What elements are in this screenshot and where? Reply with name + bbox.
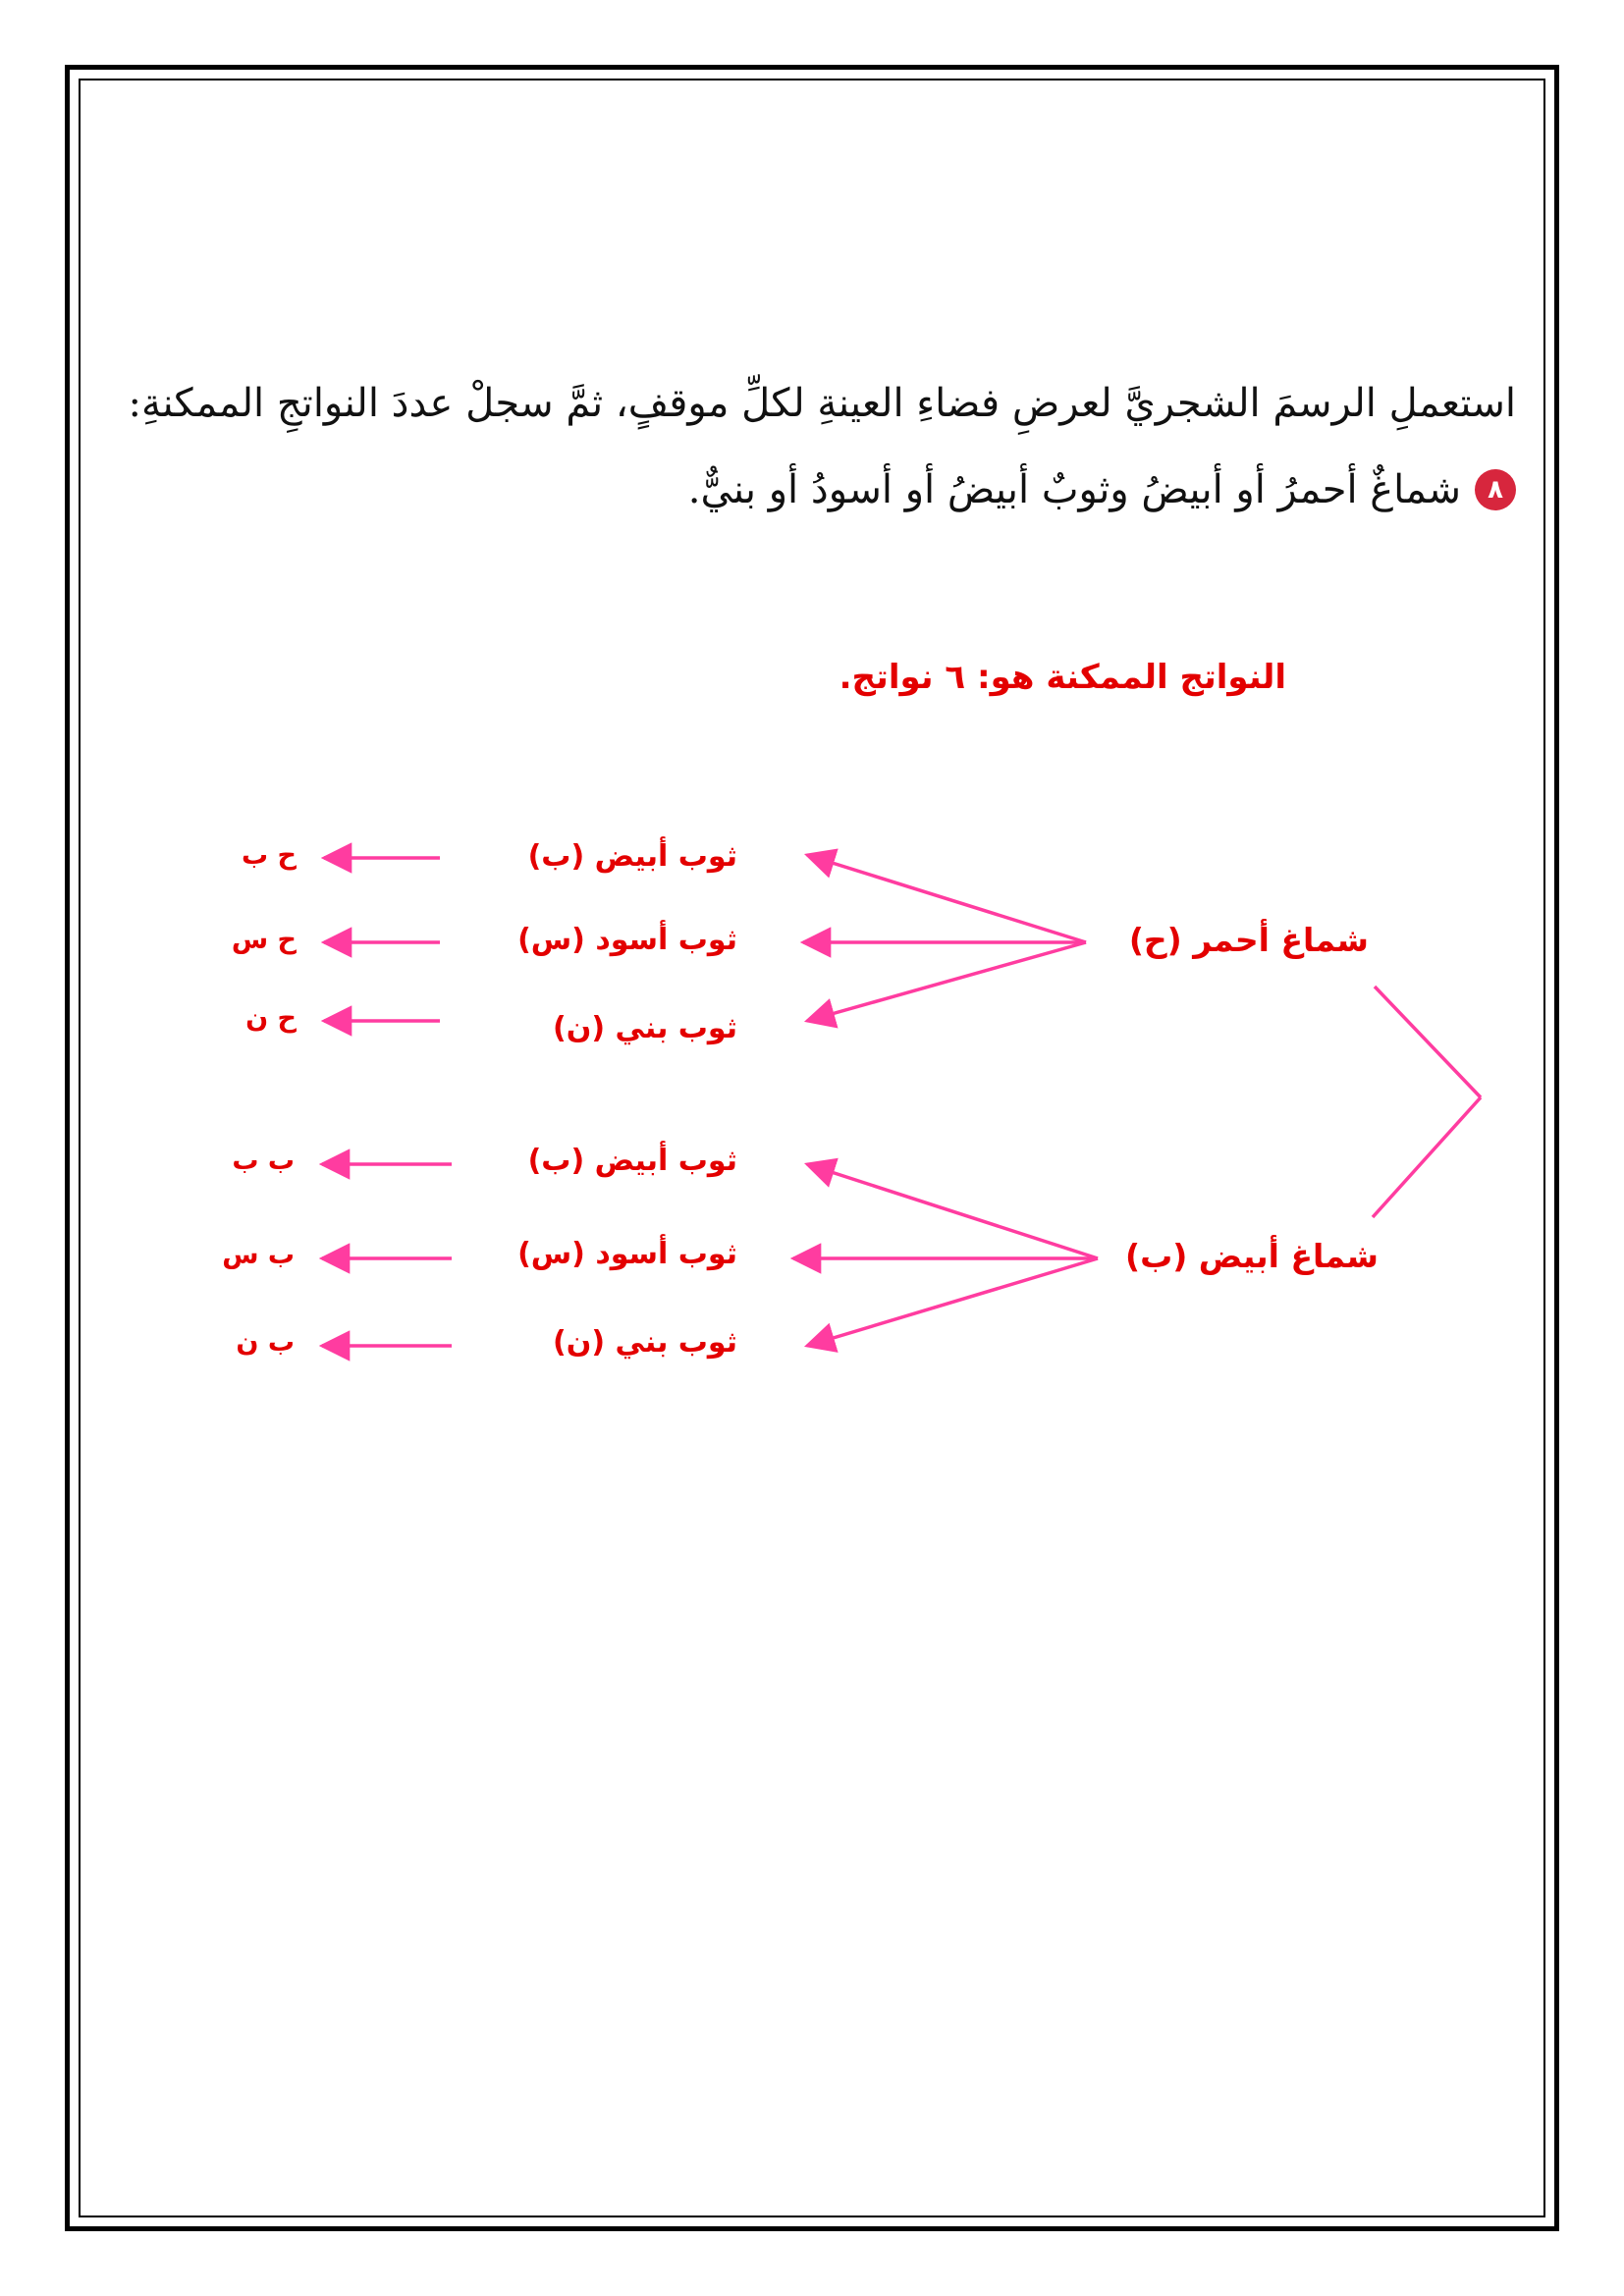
branch-label-1-1: ثوب أبيض (ب) [527,839,737,874]
branch-line-1-1 [807,855,1086,942]
root-connector-bottom [1373,1097,1481,1217]
outcome-label-2-1: ب ب [232,1146,295,1176]
instruction-text: استعملِ الرسمَ الشجريَّ لعرضِ فضاءِ العينةِ لكلِّ موقفٍ، ثمَّ سجلْ عددَ النواتجِ الممكنةِ: [128,381,1516,426]
branch-line-1-3 [807,942,1086,1021]
question-number-badge: ٨ [1475,469,1516,510]
outcome-label-2-3: ب ن [236,1327,295,1358]
result-answer: النواتج الممكنة هو: ٦ نواتج. [839,658,1286,697]
outcome-label-1-1: ح ب [242,840,297,871]
root-label-red: شماغ أحمر (ح) [1128,921,1369,959]
branch-label-2-1: ثوب أبيض (ب) [527,1144,737,1178]
branch-label-1-3: ثوب بني (ن) [553,1011,737,1045]
branch-line-2-3 [807,1258,1098,1346]
outcome-label-1-2: ح س [231,925,297,955]
root-connector-top [1375,987,1481,1097]
outcome-label-1-3: ح ن [245,1003,297,1034]
branch-label-1-2: ثوب أسود (س) [517,923,737,957]
branch-label-2-3: ثوب بني (ن) [553,1325,737,1360]
question-text: شماغٌ أحمرُ أو أبيضُ وثوبٌ أبيضُ أو أسودُ أو بنيٌّ. [687,467,1461,512]
outcome-label-2-2: ب س [222,1240,295,1270]
branch-label-2-2: ثوب أسود (س) [517,1237,737,1271]
root-label-white: شماغ أبيض (ب) [1124,1237,1379,1275]
branch-line-2-1 [807,1164,1098,1258]
